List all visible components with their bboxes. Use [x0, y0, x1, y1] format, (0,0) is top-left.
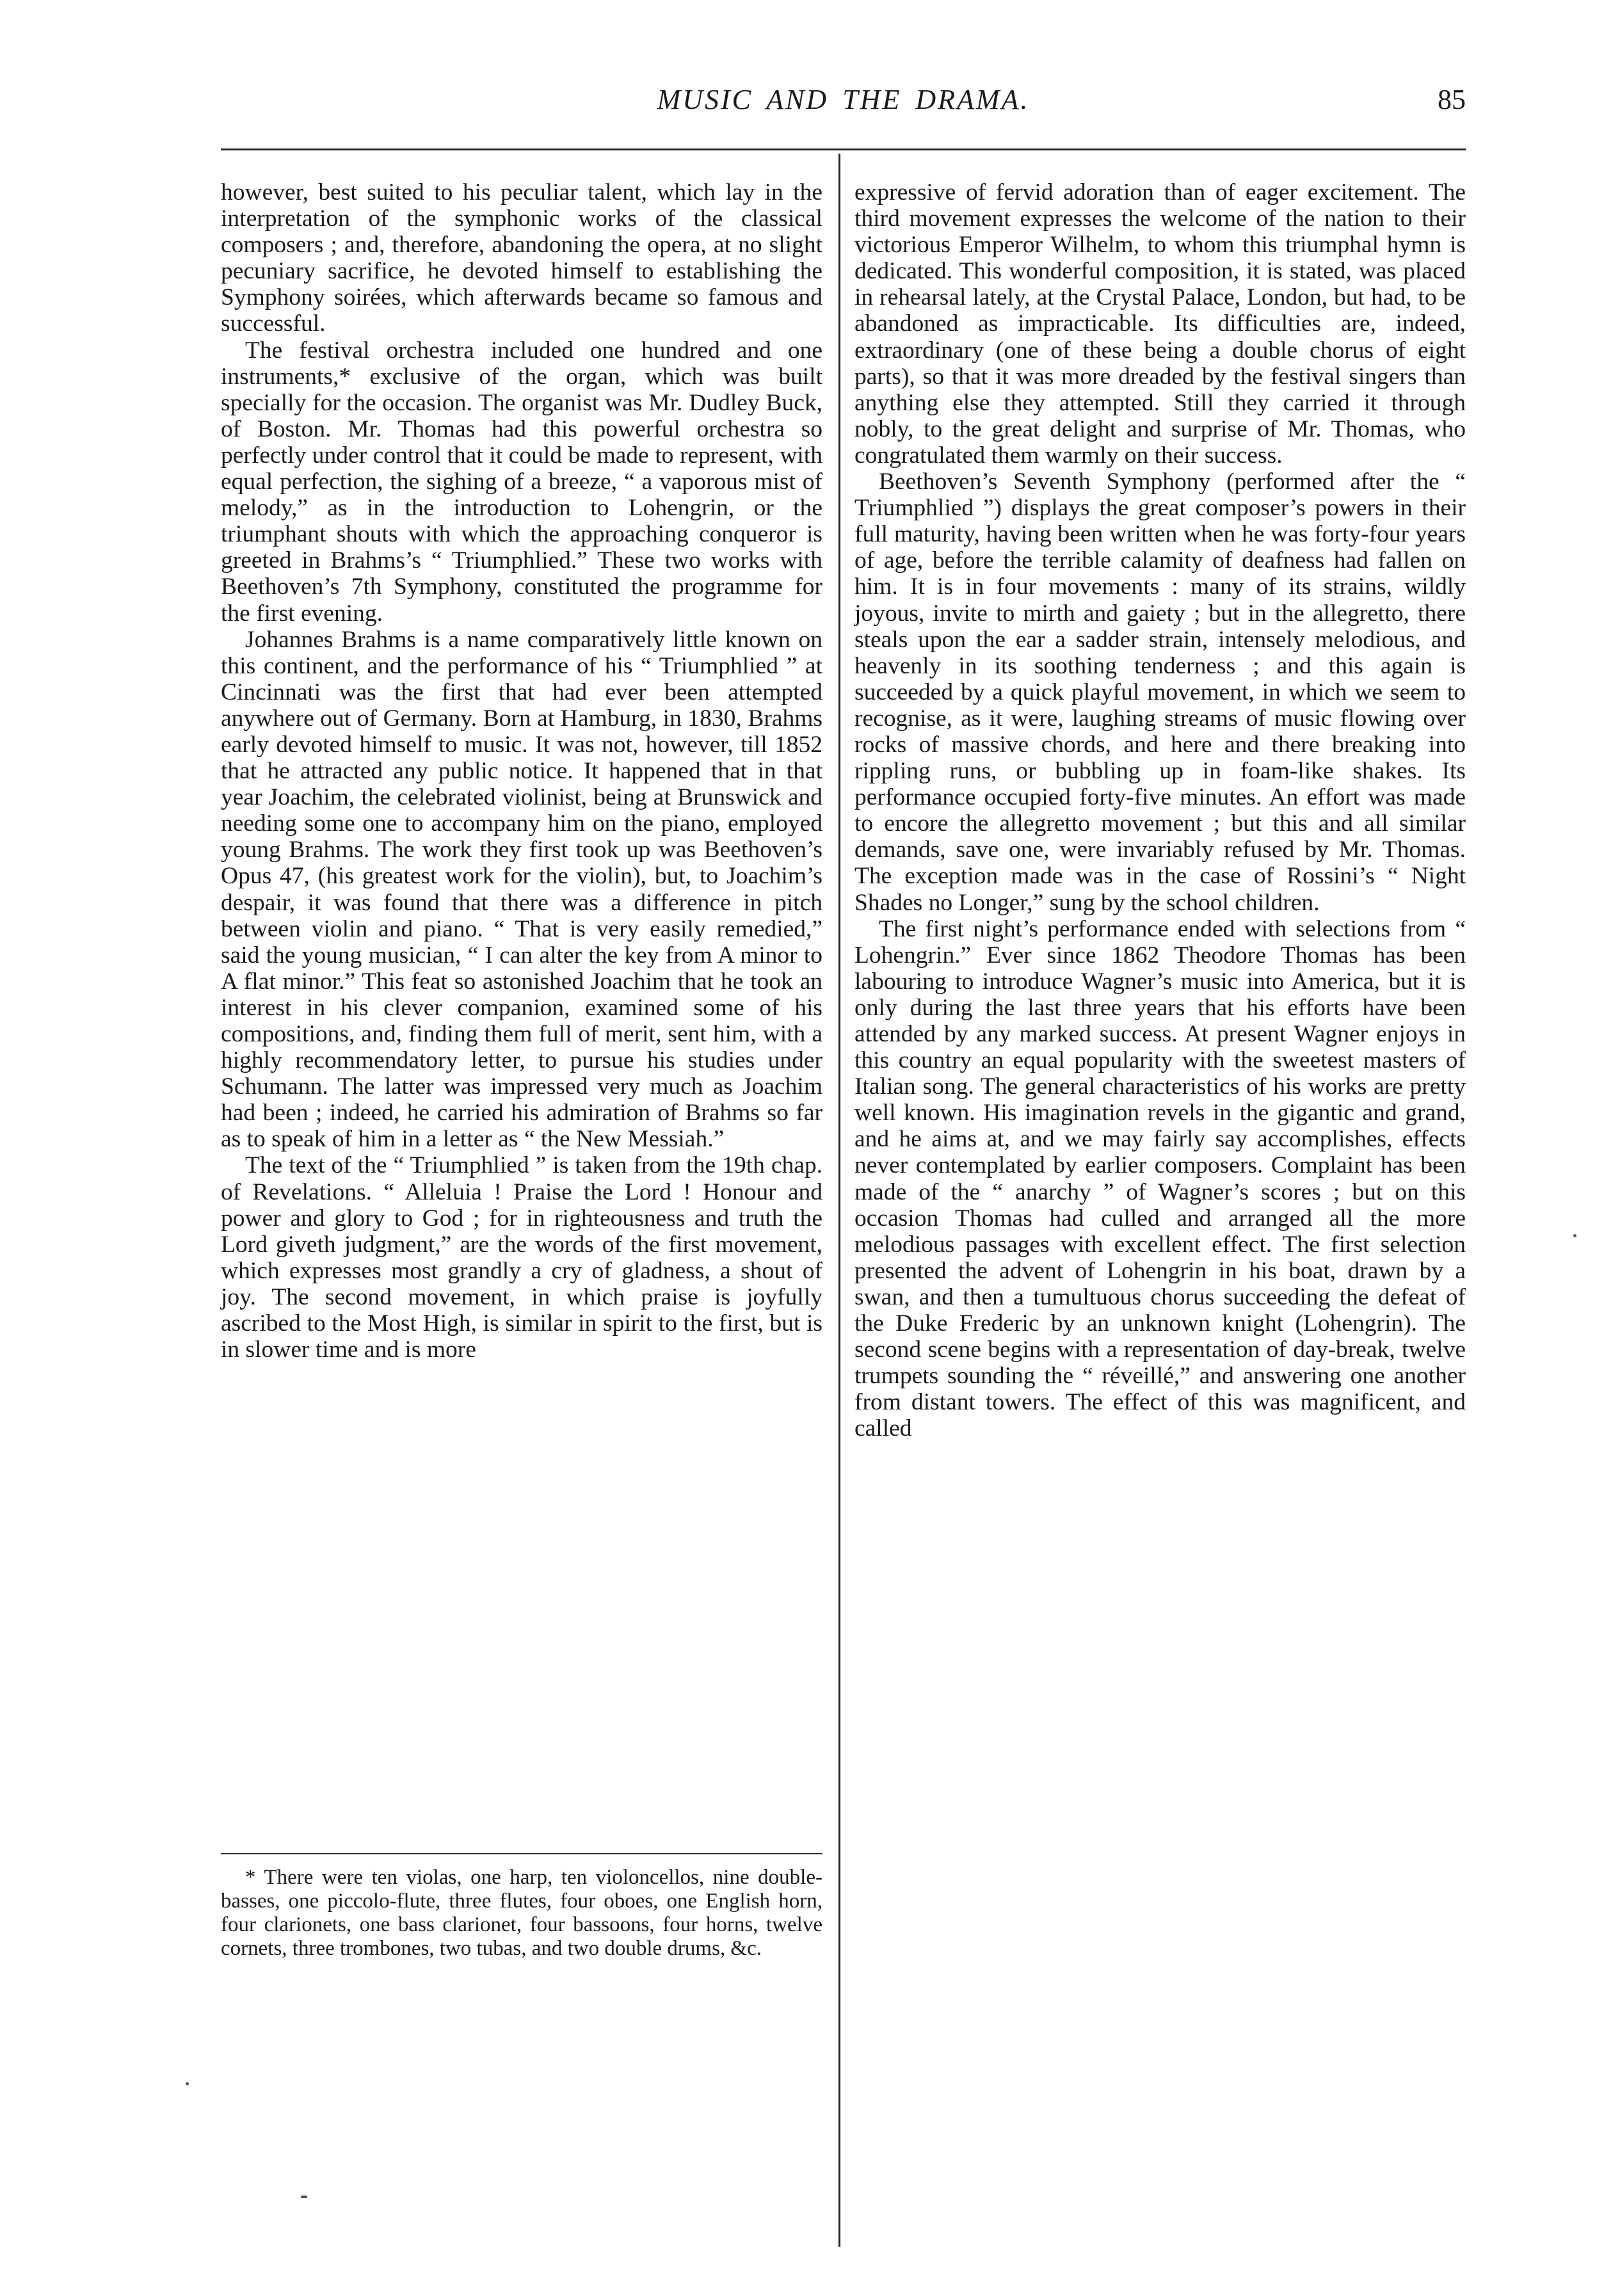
- paragraph: Beethoven’s Seventh Symphony (performed after the “ Triumphlied ”) displays the great composer’s powers in their full maturity, having been written when he was forty-four years of age, before the terrible calamity of deafness had fallen on him. It is in four movements : many of its strains, wildly joyous, invite to mirth and gaiety ; but in the allegretto, there steals upon the ear a sadder strain, intensely melodious, and heavenly in its soothing tenderness ; and this again is succeeded by a quick playful movement, in which we seem to recognise, as it were, laughing streams of music flowing over rocks of massive chords, and here and there breaking into rippling runs, or bubbling up in foam-like shakes. Its performance occupied forty-five minutes. An effort was made to encore the allegretto movement ; but this and all similar demands, save one, were invariably refused by Mr. Thomas. The exception made was in the case of Rossini’s “ Night Shades no Longer,” sung by the school children.: [854, 469, 1466, 916]
- print-speck: [1573, 1234, 1576, 1237]
- print-speck: [186, 2082, 189, 2085]
- paragraph: The first night’s performance ended with selections from “ Lohengrin.” Ever since 1862 Theodore Thomas has been labouring to introduce Wagner’s music into America, but it is only during the last three years that his efforts have been attended by any marked success. At present Wagner enjoys in this country an equal popularity with the sweetest masters of Italian song. The general characteristics of his works are pretty well known. His imagination revels in the gigantic and grand, and he aims at, and we may fairly say accomplishes, effects never contemplated by earlier composers. Complaint has been made of the “ anarchy ” of Wagner’s scores ; but on this occasion Thomas had culled and arranged all the more melodious passages with excellent effect. The first selection presented the advent of Lohengrin in his boat, drawn by a swan, and then a tumultuous chorus succeeding the defeat of the Duke Frederic by an unknown knight (Lohengrin). The second scene begins with a representation of day-break, twelve trumpets sounding the “ réveillé,” and answering one another from distant towers. The effect of this was magnificent, and called: [854, 915, 1466, 1442]
- footnote: * There were ten violas, one harp, ten violoncellos, nine double-basses, one piccolo-flute, three flutes, four oboes, one English horn, four clarionets, one bass clarionet, four bassoons, four horns, twelve cornets, three trombones, two tubas, and two double drums, &c.: [221, 1866, 822, 1960]
- paragraph: Johannes Brahms is a name comparatively little known on this continent, and the performance of his “ Triumphlied ” at Cincinnati was the first that had ever been attempted anywhere out of Germany. Born at Hamburg, in 1830, Brahms early devoted himself to music. It was not, however, till 1852 that he attracted any public notice. It happened that in that year Joachim, the celebrated violinist, being at Brunswick and needing some one to accompany him on the piano, employed young Brahms. The work they first took up was Beethoven’s Opus 47, (his greatest work for the violin), but, to Joachim’s despair, it was found that there was a difference in pitch between violin and piano. “ That is very easily remedied,” said the young musician, “ I can alter the key from A minor to A flat minor.” This feat so astonished Joachim that he took an interest in his clever companion, examined some of his compositions, and, finding them full of merit, sent him, with a highly recommendatory letter, to pursue his studies under Schumann. The latter was impressed very much as Joachim had been ; indeed, he carried his admiration of Brahms so far as to speak of him in a letter as “ the New Messiah.”: [221, 626, 822, 1153]
- print-speck: [301, 2196, 307, 2198]
- page-number: 85: [1438, 84, 1466, 115]
- running-head: MUSIC AND THE DRAMA.: [657, 84, 1030, 115]
- paragraph: The festival orchestra included one hundred and one instruments,* exclusive of the organ, which was built specially for the occasion. The organist was Mr. Dudley Buck, of Boston. Mr. Thomas had this powerful orchestra so perfectly under control that it could be made to represent, with equal perfection, the sighing of a breeze, “ a vaporous mist of melody,” as in the introduction to Lohengrin, or the triumphant shouts with which the approaching conqueror is greeted in Brahms’s “ Triumphlied.” These two works with Beethoven’s 7th Symphony, constituted the programme for the first evening.: [221, 337, 822, 627]
- paragraph: The text of the “ Triumphlied ” is taken from the 19th chap. of Revelations. “ Alleluia ! Praise the Lord ! Honour and power and glory to God ; for in righteousness and truth the Lord giveth judgment,” are the words of the first movement, which expresses most grandly a cry of gladness, a shout of joy. The second movement, in which praise is joyfully ascribed to the Most High, is similar in spirit to the first, but is in slower time and is more: [221, 1152, 822, 1363]
- page-header: [221, 77, 1466, 134]
- paragraph: expressive of fervid adoration than of eager excitement. The third movement expresses the welcome of the nation to their victorious Emperor Wilhelm, to whom this triumphal hymn is dedicated. This wonderful composition, it is stated, was placed in rehearsal lately, at the Crystal Palace, London, but had, to be abandoned as impracticable. Its difficulties are, indeed, extraordinary (one of these being a double chorus of eight parts), so that it was more dreaded by the festival singers than anything else they attempted. Still they carried it through nobly, to the great delight and surprise of Mr. Thomas, who congratulated them warmly on their success.: [854, 179, 1466, 469]
- column-divider: [838, 154, 840, 2247]
- footnote-rule: [221, 1853, 822, 1854]
- paragraph: however, best suited to his peculiar talent, which lay in the interpretation of the symphonic works of the classical composers ; and, therefore, abandoning the opera, at no slight pecuniary sacrifice, he devoted himself to establishing the Symphony soirées, which afterwards became so famous and successful.: [221, 179, 822, 337]
- header-rule: [221, 149, 1466, 150]
- right-column: [854, 179, 1466, 1442]
- left-column: [221, 179, 822, 1363]
